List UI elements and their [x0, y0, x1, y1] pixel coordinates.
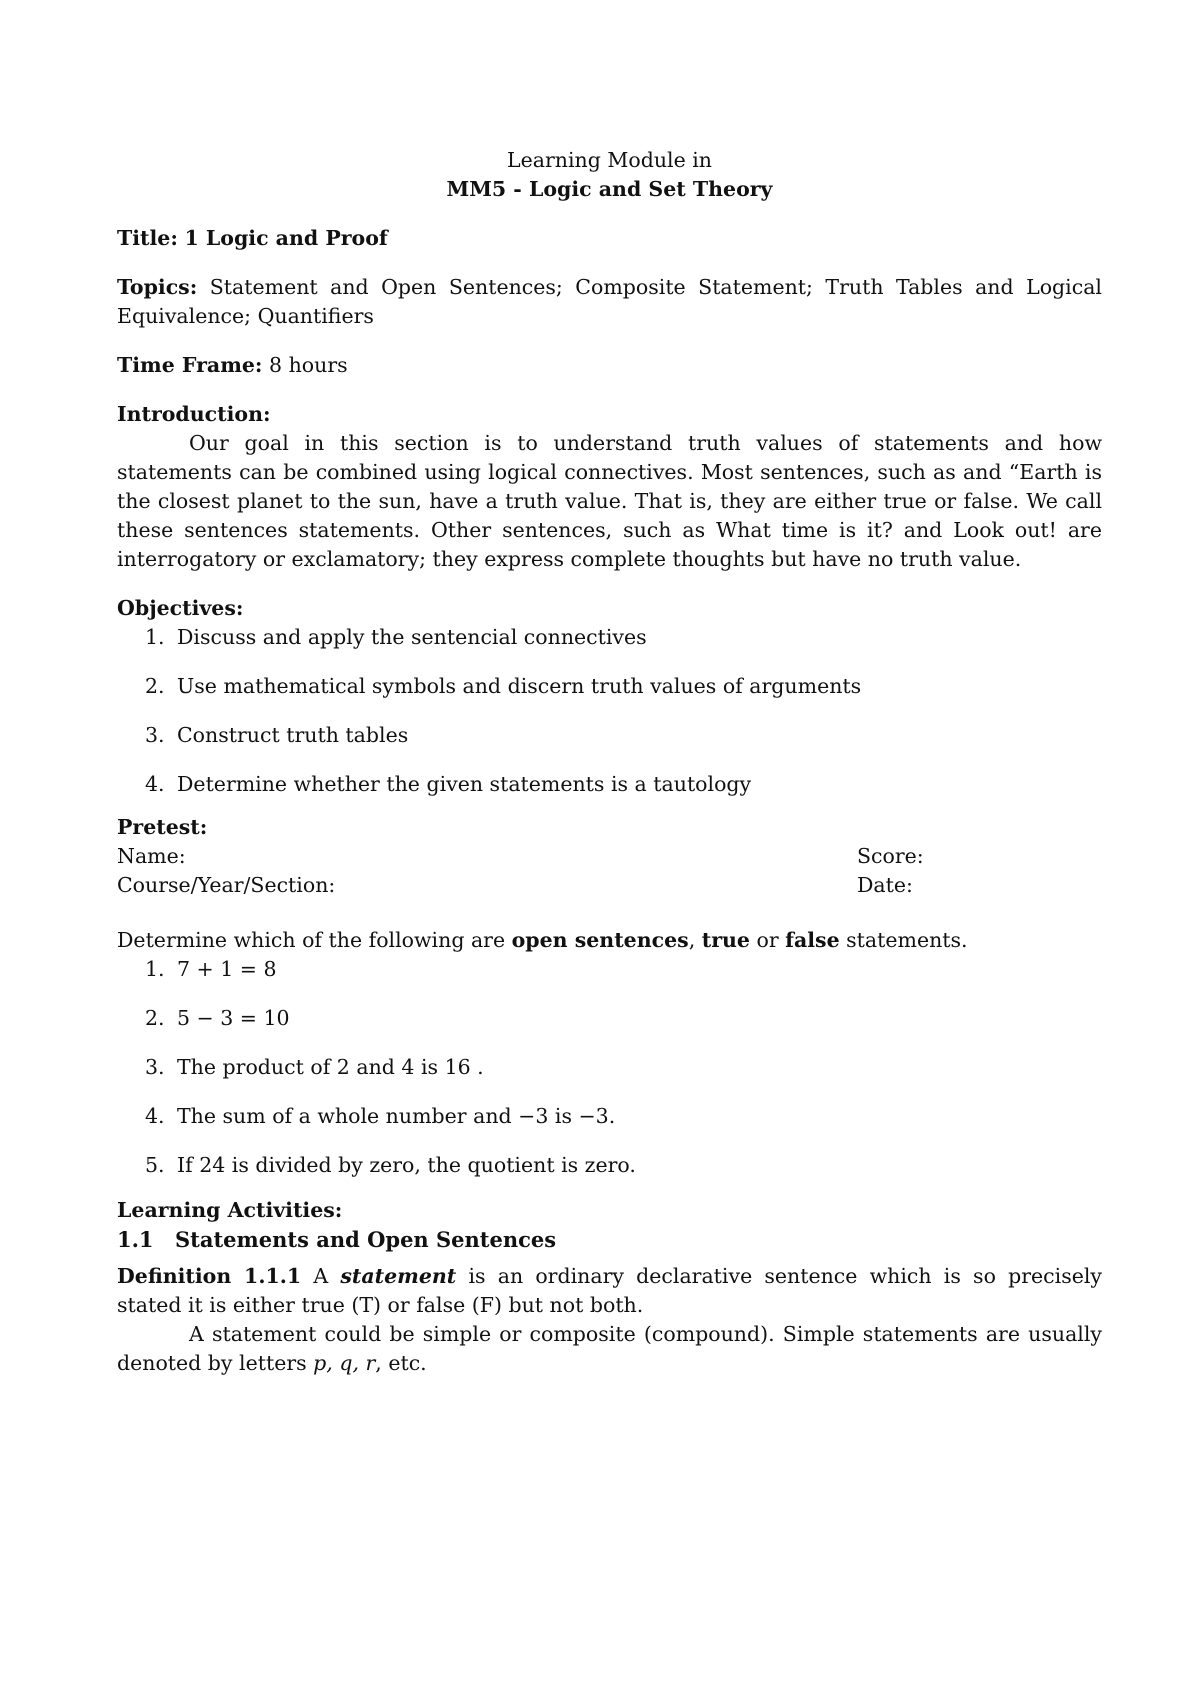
instruction-or: or	[749, 928, 786, 952]
objectives-list	[117, 623, 1102, 799]
name-label: Name:	[117, 844, 186, 868]
section-number: 1.1	[117, 1227, 154, 1252]
objective-item: Use mathematical symbols and discern truth values of arguments	[177, 674, 862, 698]
title-value: 1 Logic and Proof	[184, 226, 388, 250]
instruction-open: open sentences	[511, 928, 689, 952]
definition-a: A	[313, 1264, 341, 1288]
pretest-item: The sum of a whole number and −3 is −3.	[177, 1104, 616, 1128]
pretest-item: 7 + 1 = 8	[177, 957, 277, 981]
objective-item: Construct truth tables	[177, 723, 409, 747]
statement-paragraph	[117, 1320, 1102, 1378]
section-heading	[117, 1225, 1102, 1254]
module-header	[117, 146, 1102, 204]
objectives-heading: Objectives:	[117, 596, 244, 620]
title-label: Title:	[117, 226, 178, 250]
statement-paragraph-end: , etc.	[375, 1351, 427, 1375]
pretest-item: The product of 2 and 4 is 16 .	[177, 1055, 484, 1079]
pretest-instruction	[117, 926, 1102, 955]
introduction-paragraph: Our goal in this section is to understand truth values of statements and how statements can be combined using logical connectives. Most sentences, such as and “Earth is the closest planet to the sun, have a truth value. That is, they are either true or false. We call these sentences statements. Other sentences, such as What time is it? and Look out! are interrogatory or exclamatory; they express complete thoughts but have no truth value.	[117, 431, 1102, 571]
definition-block	[117, 1262, 1102, 1320]
time-frame-value: 8 hours	[269, 353, 348, 377]
header-course-title: MM5 - Logic and Set Theory	[446, 177, 773, 201]
statement-letters: p, q, r	[313, 1351, 376, 1375]
instruction-true: true	[701, 928, 750, 952]
definition-term: statement	[340, 1264, 457, 1288]
introduction-heading: Introduction:	[117, 402, 271, 426]
time-frame-line	[117, 351, 1102, 380]
instruction-suffix: statements.	[839, 928, 968, 952]
pretest-course-row	[117, 871, 937, 900]
topics-value: Statement and Open Sentences; Composite Statement; Truth Tables and Logical Equivalence; Quantifiers	[117, 275, 1102, 328]
title-line	[117, 224, 1102, 253]
learning-activities-heading: Learning Activities:	[117, 1198, 343, 1222]
pretest-name-row	[117, 842, 937, 871]
instruction-false: false	[785, 928, 840, 952]
course-label: Course/Year/Section:	[117, 873, 336, 897]
pretest-heading: Pretest:	[117, 815, 208, 839]
objective-item: Discuss and apply the sentencial connectives	[177, 625, 647, 649]
pretest-item: If 24 is divided by zero, the quotient is zero.	[177, 1153, 636, 1177]
score-label: Score:	[857, 844, 924, 868]
document-page	[117, 146, 1102, 1378]
definition-text: is an ordinary declarative sentence which is so precisely stated it is either true (T) or false (F) but not both.	[117, 1264, 1102, 1317]
topics-label: Topics:	[117, 275, 198, 299]
topics-line	[117, 273, 1102, 331]
date-label: Date:	[857, 873, 913, 897]
instruction-comma: ,	[688, 928, 702, 952]
definition-label: Definition 1.1.1	[117, 1264, 302, 1288]
pretest-list	[117, 955, 1102, 1180]
header-subtitle: Learning Module in	[507, 148, 712, 172]
section-title: Statements and Open Sentences	[175, 1227, 557, 1252]
pretest-item: 5 − 3 = 10	[177, 1006, 290, 1030]
instruction-prefix: Determine which of the following are	[117, 928, 512, 952]
statement-paragraph-text: A statement could be simple or composite (compound). Simple statements are usually denoted by letters	[117, 1322, 1102, 1375]
objective-item: Determine whether the given statements is a tautology	[177, 772, 752, 796]
time-frame-label: Time Frame:	[117, 353, 263, 377]
